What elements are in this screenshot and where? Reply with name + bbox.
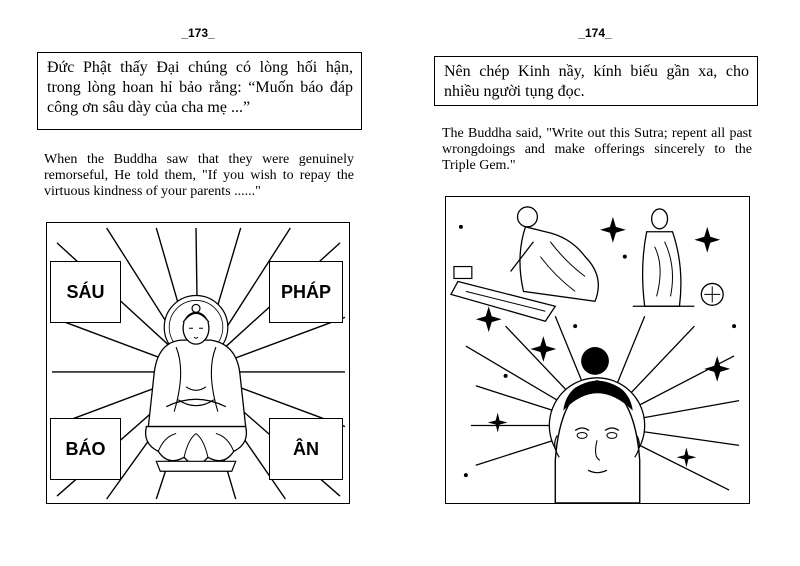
left-english-caption: When the Buddha saw that they were genuinely remorseful, He told them, "If you wish to repay the virtuous kindness of your parents ......" [44, 152, 354, 199]
right-vietnamese-caption [434, 56, 758, 106]
buddha-and-scribes-illustration [446, 197, 749, 503]
right-page-number: _174_ [578, 26, 612, 40]
label-top-left: SÁU [50, 261, 121, 323]
right-vietnamese-text: Nên chép Kinh nầy, kính biếu gần xa, cho nhiều người tụng đọc. [444, 63, 749, 100]
right-english-caption: The Buddha said, "Write out this Sutra; repent all past wrongdoings and make offerings sincerely to the Triple Gem." [442, 126, 752, 173]
left-illustration-panel [46, 222, 350, 504]
label-bottom-right: ÂN [269, 418, 343, 480]
left-vietnamese-text: Đức Phật thấy Đại chúng có lòng hối hận, trong lòng hoan hỉ bảo rằng: “Muốn báo đáp công ơn sâu dày của cha mẹ ...” [47, 59, 353, 116]
label-top-right: PHÁP [269, 261, 343, 323]
left-page-number: _173_ [181, 26, 215, 40]
label-bottom-left: BÁO [50, 418, 121, 480]
left-vietnamese-caption [37, 52, 362, 130]
right-illustration-panel [445, 196, 750, 504]
